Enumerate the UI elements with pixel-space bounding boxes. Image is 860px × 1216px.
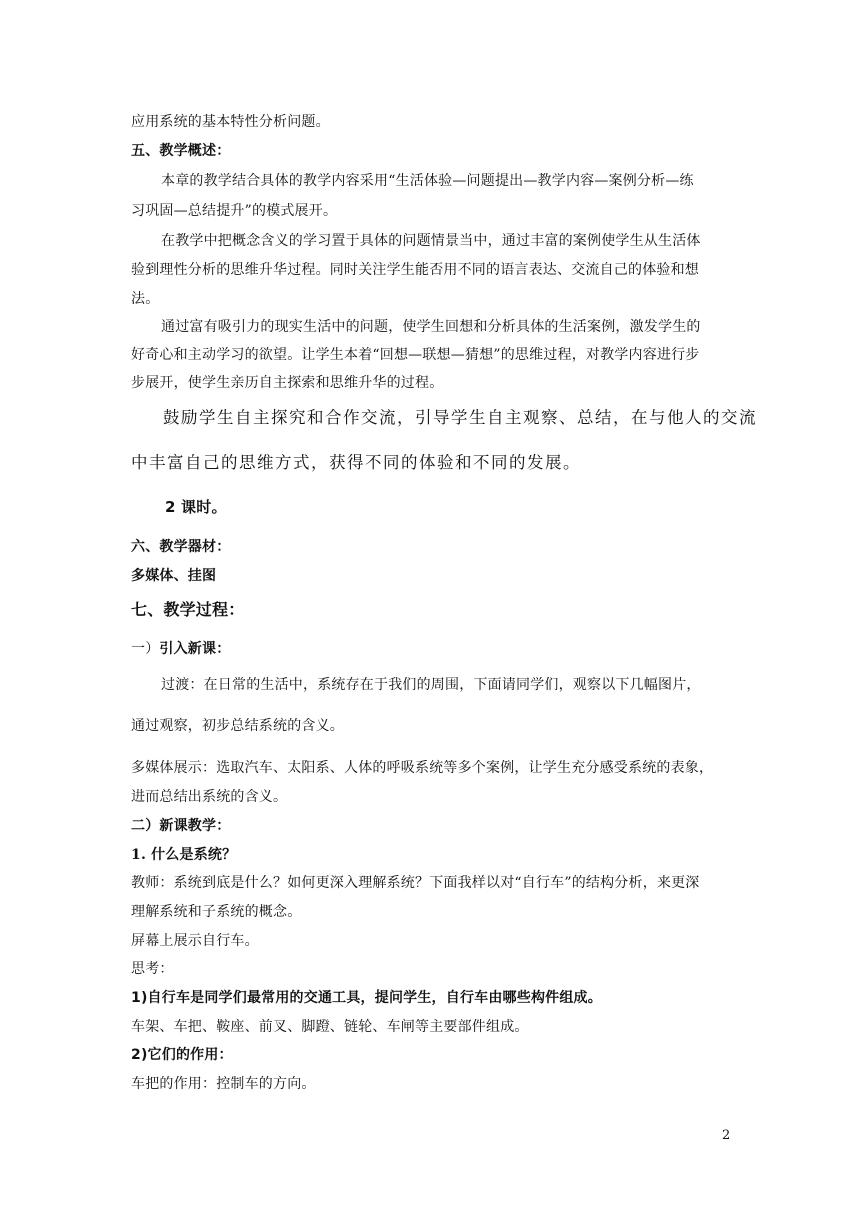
subsection-number: 一） [131, 641, 160, 657]
paragraph-line: 步展开，使学生亲历自主探索和思维升华的过程。 [131, 375, 444, 391]
paragraph-line: 车把的作用：控制车的方向。 [131, 1076, 316, 1092]
section-heading-6: 六、教学器材： [131, 539, 231, 555]
lesson-hours: 2 课时。 [165, 498, 227, 516]
subsection-heading-2: 二）新课教学： [131, 818, 231, 834]
question-1: 1)自行车是同学们最常用的交通工具，提问学生，自行车由哪些构件组成。 [131, 990, 602, 1006]
paragraph-line: 好奇心和主动学习的欲望。让学生本着“回想—联想—猜想”的思维过程，对教学内容进行步 [131, 347, 700, 363]
subsection-heading-1 [131, 639, 731, 659]
text-line: 应用系统的基本特性分析问题。 [131, 114, 330, 130]
paragraph-line: 教师：系统到底是什么？如何更深入理解系统？下面我样以对“自行车”的结构分析，来更深 [131, 875, 700, 891]
paragraph-line: 本章的教学结合具体的教学内容采用“生活体验—问题提出—教学内容—案例分析—练 [161, 173, 694, 189]
paragraph-line: 习巩固—总结提升”的模式展开。 [131, 203, 338, 219]
paragraph-line: 验到理性分析的思维升华过程。同时关注学生能否用不同的语言表达、交流自己的体验和想 [131, 262, 699, 278]
paragraph-line: 进而总结出系统的含义。 [131, 789, 288, 805]
subsection-title: 引入新课： [159, 641, 231, 657]
equipment-list: 多媒体、挂图 [131, 568, 217, 584]
page-number: 2 [722, 1128, 731, 1143]
section-heading-5: 五、教学概述： [131, 143, 231, 159]
paragraph-line: 多媒体展示：选取汽车、太阳系、人体的呼吸系统等多个案例，让学生充分感受系统的表象， [131, 760, 714, 776]
question-heading: 1. 什么是系统？ [131, 847, 237, 863]
paragraph-line: 法。 [131, 291, 160, 307]
paragraph-line: 思考： [131, 961, 174, 977]
paragraph-line: 车架、车把、鞍座、前叉、脚蹬、链轮、车闸等主要部件组成。 [131, 1019, 529, 1035]
paragraph-line: 在教学中把概念含义的学习置于具体的问题情景当中，通过丰富的案例使学生从生活体 [161, 233, 701, 249]
paragraph-line: 通过富有吸引力的现实生活中的问题，使学生回想和分析具体的生活案例，激发学生的 [161, 319, 701, 335]
paragraph-line: 通过观察，初步总结系统的含义。 [131, 718, 344, 734]
paragraph-line: 理解系统和子系统的概念。 [131, 904, 302, 920]
question-2: 2)它们的作用： [131, 1047, 233, 1063]
section-heading-7: 七、教学过程： [131, 600, 245, 619]
paragraph-line: 过渡：在日常的生活中，系统存在于我们的周围，下面请同学们，观察以下几幅图片， [161, 677, 701, 693]
paragraph-line-large: 鼓励学生自主探究和合作交流，引导学生自主观察、总结，在与他人的交流 [163, 408, 757, 427]
paragraph-line-large: 中丰富自己的思维方式，获得不同的体验和不同的发展。 [131, 453, 581, 472]
paragraph-line: 屏幕上展示自行车。 [131, 933, 259, 949]
